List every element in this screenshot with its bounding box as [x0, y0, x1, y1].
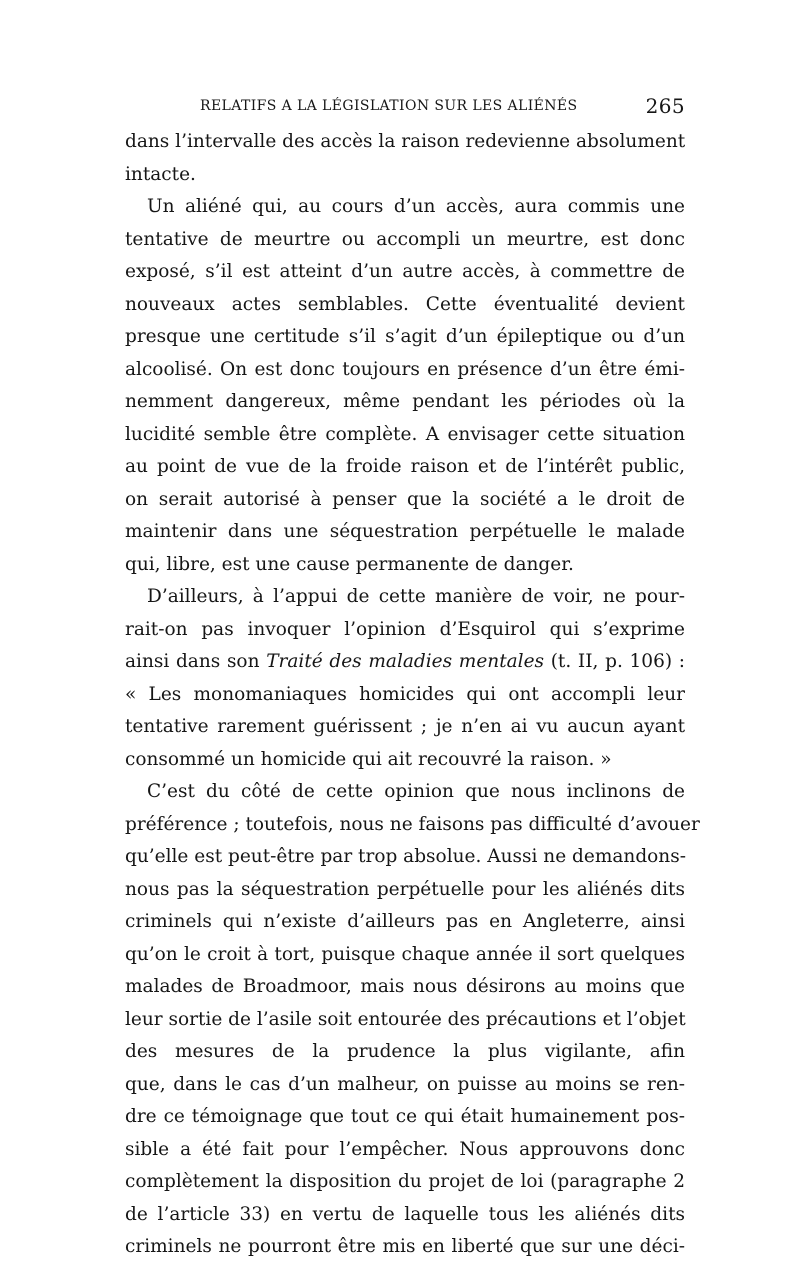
text-fragment: ainsi dans son — [125, 651, 267, 672]
text-line: de l’article 33) en vertu de laquelle tous les aliénés dits — [125, 1203, 685, 1225]
text-line: presque une certitude s’il s’agit d’un épileptique ou d’un — [125, 326, 685, 347]
text-line: dre ce témoignage que tout ce qui était humainement pos- — [125, 1106, 685, 1127]
text-line: nouveaux actes semblables. Cette éventualité devient — [125, 293, 685, 315]
text-line: qu’on le croit à tort, puisque chaque année il sort quelques — [125, 943, 685, 965]
text-line: on serait autorisé à penser que la société a le droit de — [125, 488, 685, 510]
text-line: leur sortie de l’asile soit entourée des précautions et l’objet — [125, 1008, 686, 1030]
text-line: malades de Broadmoor, mais nous désirons au moins que — [125, 976, 685, 997]
text-line: dans l’intervalle des accès la raison redevienne absolument — [125, 131, 686, 152]
text-line: maintenir dans une séquestration perpétuelle le malade — [125, 521, 685, 542]
text-line: « Les monomaniaques homicides qui ont accompli leur — [125, 683, 685, 705]
text-line: qui, libre, est une cause permanente de danger. — [125, 553, 574, 575]
text-line: exposé, s’il est atteint d’un autre accès, à commettre de — [125, 261, 685, 282]
text-line: complètement la disposition du projet de loi (paragraphe 2 — [125, 1171, 685, 1192]
text-line: intacte. — [125, 163, 196, 185]
body-text — [125, 126, 700, 1264]
text-line: nemment dangereux, même pendant les périodes où la — [125, 391, 685, 412]
text-line: tentative rarement guérissent ; je n’en ai vu aucun ayant — [125, 716, 685, 737]
text-line: au point de vue de la froide raison et de l’intérêt public, — [125, 456, 685, 477]
running-header — [200, 94, 685, 122]
running-title: RELATIFS A LA LÉGISLATION SUR LES ALIÉNÉS — [200, 98, 578, 114]
text-line: qu’elle est peut-être par trop absolue. Aussi ne demandons- — [125, 846, 686, 867]
text-line: criminels qui n’existe d’ailleurs pas en Angleterre, ainsi — [125, 911, 685, 932]
text-fragment: (t. II, p. 106) : — [544, 651, 685, 672]
text-line: alcoolisé. On est donc toujours en présence d’un être émi- — [125, 358, 685, 380]
book-title: Traité des maladies mentales — [266, 651, 545, 672]
text-line: consommé un homicide qui ait recouvré la raison. » — [125, 748, 612, 770]
text-line: C’est du côté de cette opinion que nous inclinons de — [147, 781, 685, 802]
page-number: 265 — [645, 94, 685, 118]
text-line: des mesures de la prudence la plus vigilante, afin — [125, 1041, 685, 1062]
text-line: que, dans le cas d’un malheur, on puisse au moins se ren- — [125, 1073, 685, 1095]
text-line: tentative de meurtre ou accompli un meurtre, est donc — [125, 228, 685, 250]
text-line-with-title — [125, 646, 685, 679]
text-line: rait-on pas invoquer l’opinion d’Esquirol qui s’exprime — [125, 618, 685, 640]
text-line: lucidité semble être complète. A envisager cette situation — [125, 423, 685, 445]
text-line: criminels ne pourront être mis en liberté que sur une déci- — [125, 1236, 685, 1257]
text-line: sible a été fait pour l’empêcher. Nous approuvons donc — [125, 1138, 685, 1160]
text-line: Un aliéné qui, au cours d’un accès, aura commis une — [147, 196, 685, 217]
text-line: D’ailleurs, à l’appui de cette manière de voir, ne pour- — [147, 586, 685, 607]
text-line: préférence ; toutefois, nous ne faisons pas difficulté d’avouer — [125, 813, 700, 835]
text-line: nous pas la séquestration perpétuelle pour les aliénés dits — [125, 878, 685, 900]
